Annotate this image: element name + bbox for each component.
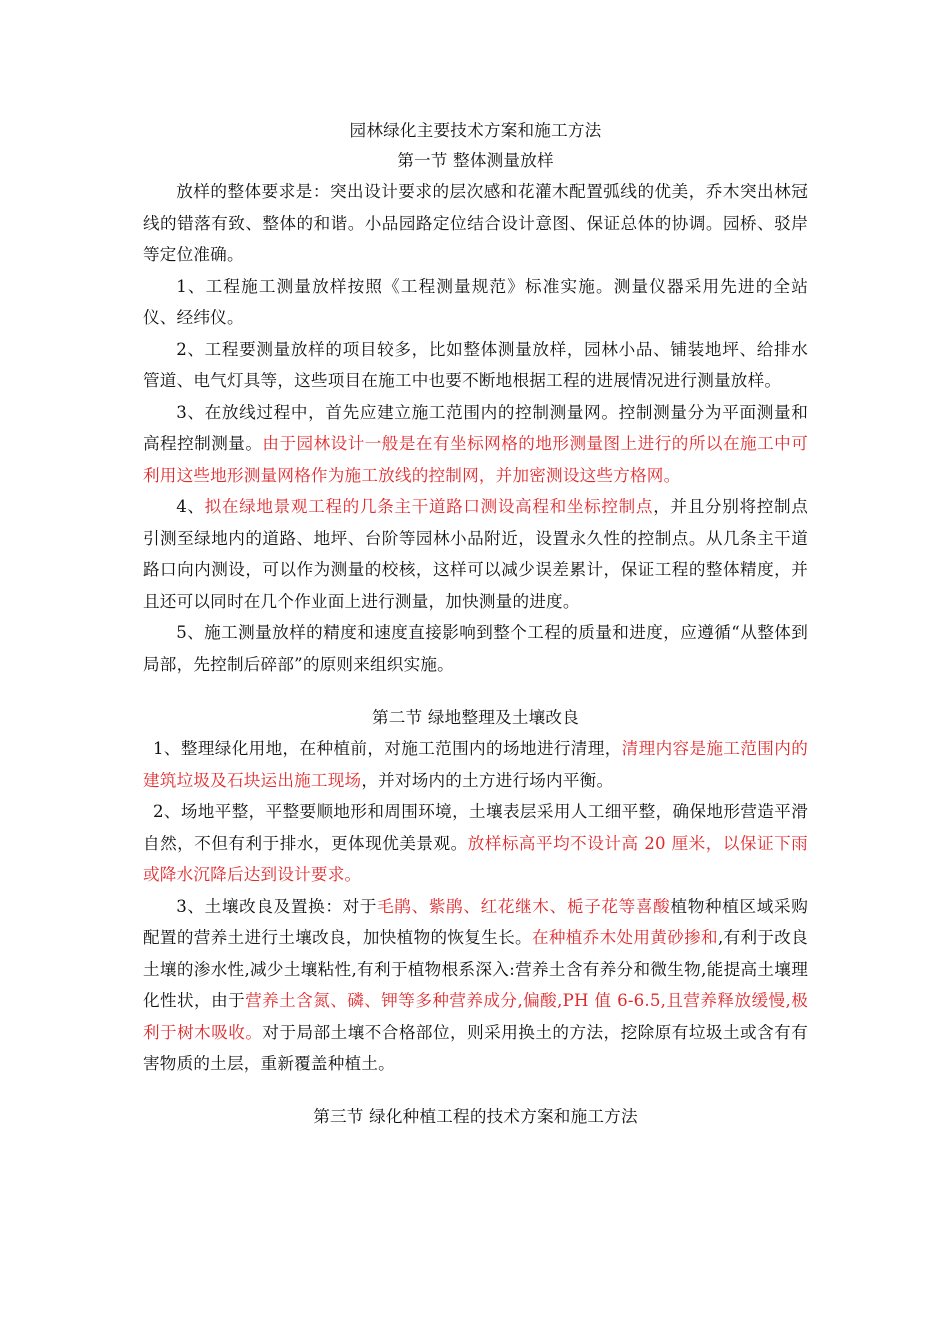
section1-paragraph-1: 1、工程施工测量放样按照《工程测量规范》标准实施。测量仪器采用先进的全站仪、经纬仪。 — [143, 276, 808, 327]
section2-p3-text-3: ,有利于改良土壤的渗水性,减少土壤粘性,有利于植物根系深入:营养土含有养分和微生物,能提高土壤理化性状，由于 — [143, 928, 808, 1010]
section2-p3-highlight-nutrients: 营养土含氮、磷、钾等多种营养成分,偏酸,PH 值 6-6.5,且营养释放缓慢,极利于树木吸收。 — [143, 991, 808, 1042]
section2-p1-text: 1、整理绿化用地，在种植前，对施工范围内的场地进行清理， — [152, 739, 622, 758]
section1-p4-highlight: 拟在绿地景观工程的几条主干道路口测设高程和坐标控制点 — [204, 497, 654, 516]
section1-paragraph-2: 2、工程要测量放样的项目较多，比如整体测量放样，园林小品、铺装地坪、给排水管道、电气灯具等，这些项目在施工中也要不断地根据工程的进展情况进行测量放样。 — [143, 339, 808, 390]
section1-intro: 放样的整体要求是：突出设计要求的层次感和花灌木配置弧线的优美，乔木突出林冠线的错落有致、整体的和谐。小品园路定位结合设计意图、保证总体的协调。园桥、驳岸等定位准确。 — [143, 182, 808, 264]
section2-paragraph-1 — [143, 733, 808, 796]
section3-heading: 第三节 绿化种植工程的技术方案和施工方法 — [313, 1106, 638, 1126]
section2-p1-highlight: 清理内容是施工范围内的建筑垃圾及石块运出施工现场 — [143, 739, 808, 790]
section2-p3-text-2: 植物种植区域采购配置的营养土进行土壤改良，加快植物的恢复生长。 — [143, 896, 808, 947]
section2-p3-highlight-plants: 毛鹃、紫鹃、红花继木、栀子花等喜酸 — [377, 896, 671, 916]
section1-heading: 第一节 整体测量放样 — [397, 151, 554, 170]
section1-p3-text: 3、在放线过程中，首先应建立施工范围内的控制测量网。控制测量分为平面测量和高程控制测量。 — [143, 402, 808, 453]
section1-paragraph-3 — [143, 397, 808, 492]
section-spacer — [143, 680, 808, 703]
section2-p2-text: 2、场地平整，平整要顺地形和周围环境，土壤表层采用人工细平整，确保地形营造平滑自然，不但有利于排水，更体现优美景观。 — [143, 802, 808, 853]
section2-p3-highlight-sand: 在种植乔木处用黄砂掺和 — [531, 928, 718, 947]
section2-p3-text: 3、土壤改良及置换：对于 — [176, 896, 378, 916]
section2-p2-highlight: 放样标高平均不设计高 20 厘米，以保证下雨或降水沉降后达到设计要求。 — [143, 833, 808, 884]
section1-p4-text: ，并且分别将控制点引测至绿地内的道路、地坪、台阶等园林小品附近，设置永久性的控制点。从几条主干道路口向内测设，可以作为测量的校核，这样可以减少误差累计，保证工程的整体精度，并且还可以同时在几个作业面上进行测量，加快测量的进度。 — [143, 497, 808, 611]
section2-paragraph-3 — [143, 891, 808, 1080]
section1-p3-highlight: 由于园林设计一般是在有坐标网格的地形测量图上进行的所以在施工中可利用这些地形测量网格作为施工放线的控制网，并加密测设这些方格网。 — [143, 434, 808, 485]
section2-paragraph-2 — [143, 796, 808, 891]
section2-p1-tail: ，并对场内的土方进行场内平衡。 — [361, 770, 614, 790]
section-spacer — [143, 1080, 808, 1102]
section2-p3-text-4: 对于局部土壤不合格部位，则采用换土的方法，挖除原有垃圾土或含有有害物质的土层，重新覆盖种植土。 — [143, 1022, 808, 1073]
section1-p4-number: 4、 — [176, 497, 205, 516]
document-title: 园林绿化主要技术方案和施工方法 — [349, 121, 602, 140]
section2-heading: 第二节 绿地整理及土壤改良 — [372, 708, 579, 727]
section1-paragraph-5: 5、施工测量放样的精度和速度直接影响到整个工程的质量和进度，应遵循“从整体到局部，先控制后碎部”的原则来组织实施。 — [143, 623, 808, 674]
section1-paragraph-4 — [143, 491, 808, 617]
